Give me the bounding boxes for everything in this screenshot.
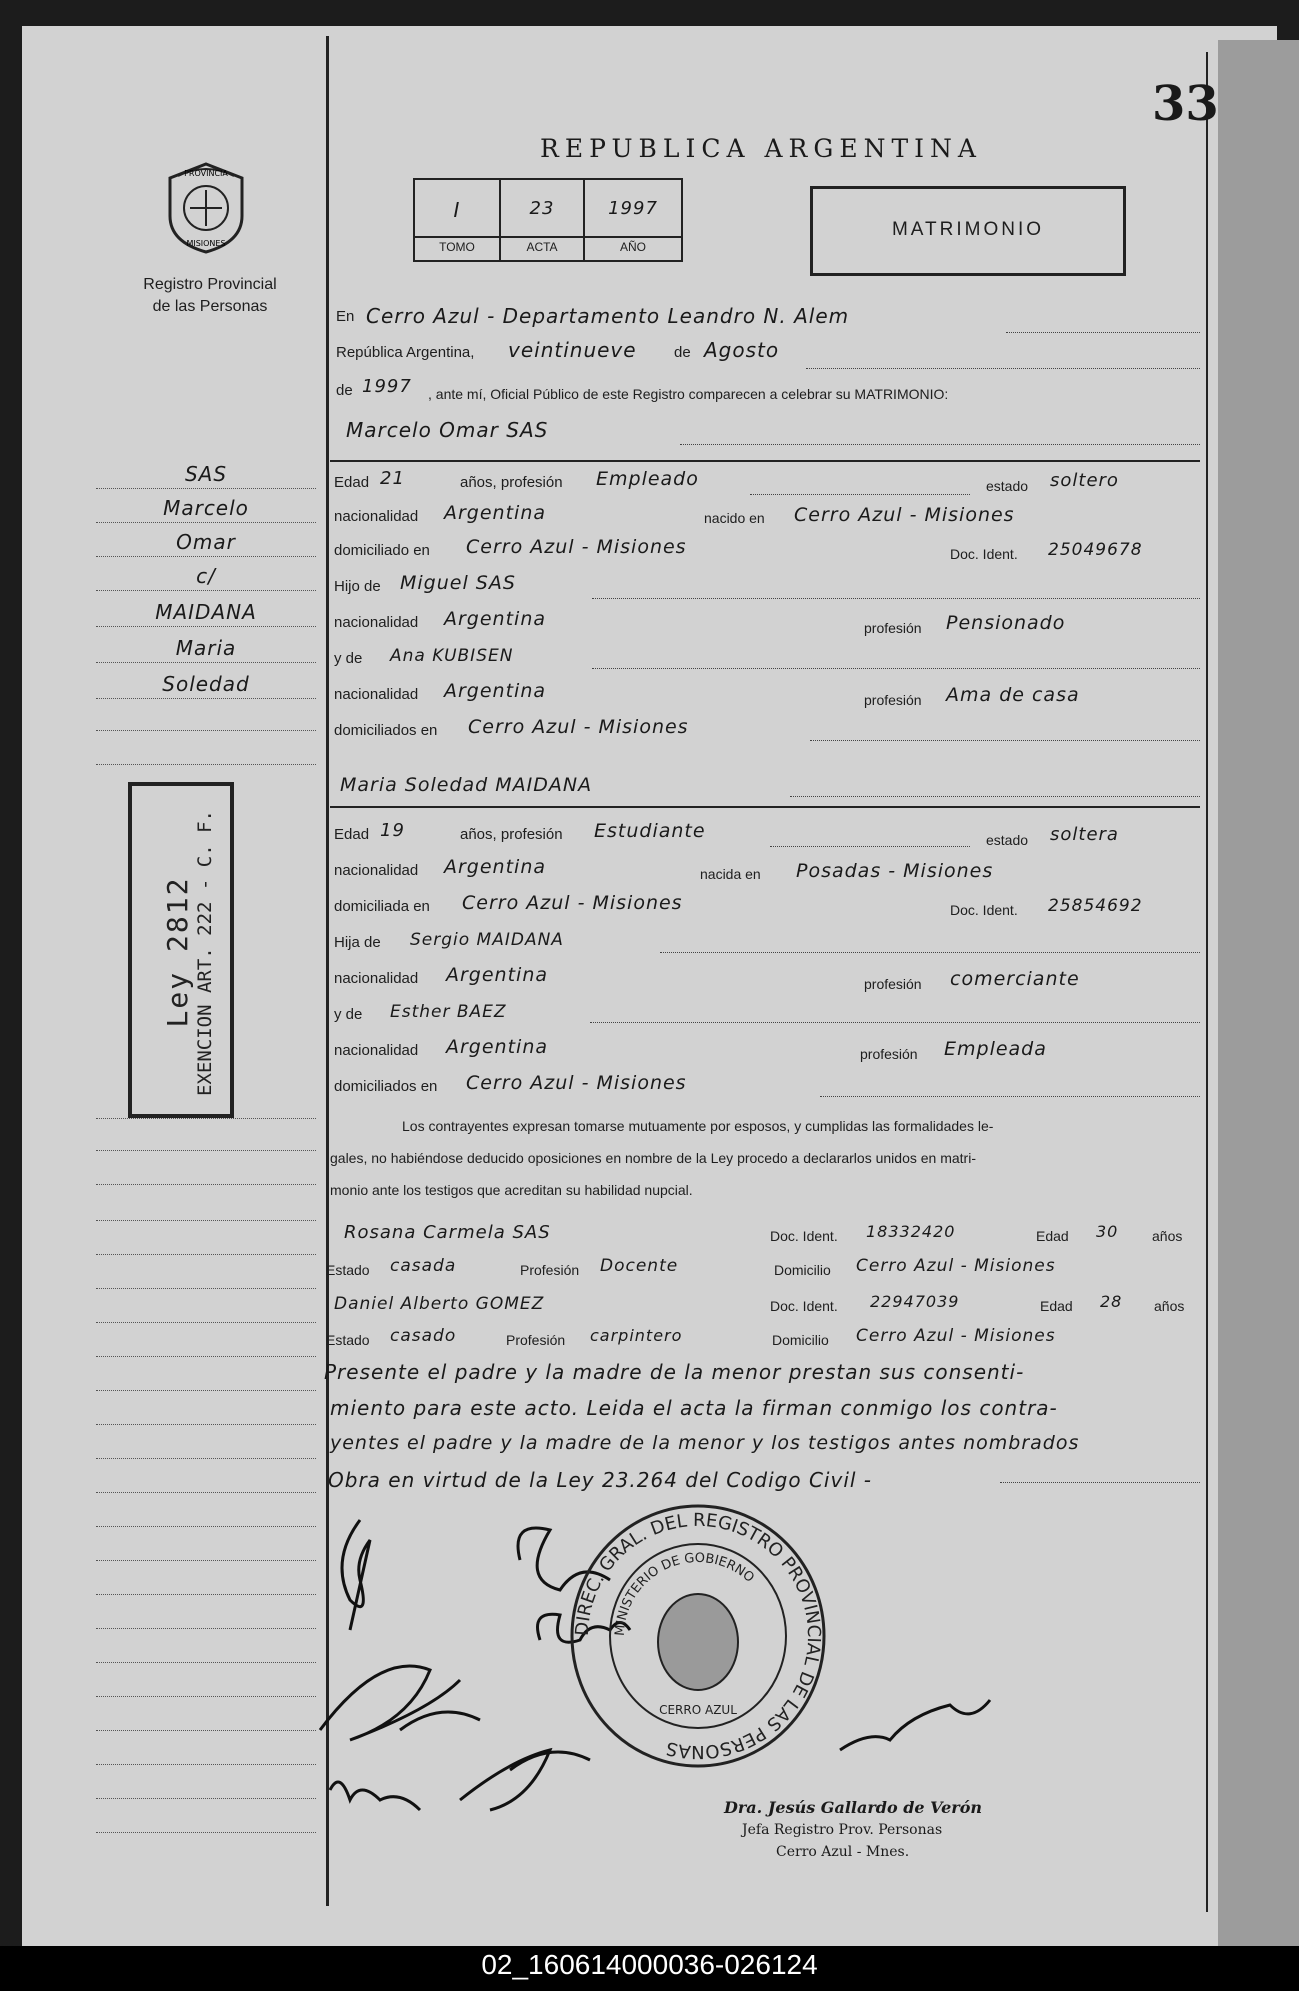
en-label: En <box>336 308 355 325</box>
groom-mother-nationality: Argentina <box>444 680 547 702</box>
ano-value: 1997 <box>608 198 658 219</box>
groom-nationality: Argentina <box>444 502 547 524</box>
bride-parents-domicile: Cerro Azul - Misiones <box>466 1072 687 1094</box>
witness-2-estado-label: Estado <box>326 1332 370 1348</box>
bride-profession: Estudiante <box>594 820 706 842</box>
groom-yde-label: y de <box>334 650 363 667</box>
margin-bride-surname: MAIDANA <box>155 600 257 624</box>
record-type-box <box>810 186 1126 276</box>
bride-domiciliada-label: domiciliada en <box>334 898 430 915</box>
groom-domiciliado-label: domiciliado en <box>334 542 430 559</box>
groom-name: Marcelo Omar SAS <box>346 418 549 442</box>
witness-1-anos-label: años <box>1152 1228 1183 1244</box>
official-title: Jefa Registro Prov. Personas <box>742 1822 943 1838</box>
ceremony-month: Agosto <box>704 338 780 362</box>
ceremony-day: veintinueve <box>508 338 637 362</box>
witness-1-name: Rosana Carmela SAS <box>344 1222 551 1243</box>
margin-surname: SAS <box>184 462 228 486</box>
page-number: 33 <box>1152 76 1219 132</box>
ceremony-year: 1997 <box>362 376 412 397</box>
groom-father-prof-label: profesión <box>864 620 922 636</box>
groom-father: Miguel SAS <box>400 572 516 594</box>
witness-1-status: casada <box>390 1256 457 1276</box>
tax-exemption-stamp <box>128 782 234 1118</box>
bride-name: Maria Soledad MAIDANA <box>340 774 593 796</box>
groom-nacido-label: nacido en <box>704 510 765 526</box>
groom-father-nationality: Argentina <box>444 608 547 630</box>
witness-2-status: casado <box>390 1326 457 1346</box>
bride-hija-label: Hija de <box>334 934 381 951</box>
groom-mother-prof-label: profesión <box>864 692 922 708</box>
record-number-box <box>413 178 683 262</box>
witness-2-age: 28 <box>1100 1292 1123 1311</box>
svg-text:CERRO AZUL: CERRO AZUL <box>659 1703 737 1717</box>
bride-nacida-label: nacida en <box>700 866 761 882</box>
bride-mother-nat-label: nacionalidad <box>334 1042 419 1059</box>
right-column-border <box>1206 52 1208 1912</box>
ano-label: AÑO <box>619 240 646 254</box>
bride-domicile: Cerro Azul - Misiones <box>462 892 683 914</box>
bride-doc-label: Doc. Ident. <box>950 902 1018 918</box>
witness-1-profession: Docente <box>600 1256 679 1276</box>
country-title: REPUBLICA ARGENTINA <box>540 134 982 163</box>
witness-2-edad-label: Edad <box>1040 1298 1073 1314</box>
witness-2-doc: 22947039 <box>870 1292 960 1311</box>
signature-official <box>840 1700 990 1750</box>
margin-conjunction: c/ <box>196 564 216 588</box>
bride-birthplace: Posadas - Misiones <box>796 860 994 882</box>
witness-2-profession: carpintero <box>590 1326 683 1345</box>
bride-mother-prof-label: profesión <box>860 1046 918 1062</box>
bride-age: 19 <box>380 820 405 841</box>
bride-father: Sergio MAIDANA <box>410 930 564 950</box>
bride-parents-dom-label: domiciliados en <box>334 1078 438 1095</box>
official-place: Cerro Azul - Mnes. <box>776 1844 910 1860</box>
bride-edad-label: Edad <box>334 826 370 843</box>
bride-father-profession: comerciante <box>950 968 1080 990</box>
bride-profesion-label: años, profesión <box>460 826 563 843</box>
note-line-4: Obra en virtud de la Ley 23.264 del Codigo Civil - <box>328 1468 873 1492</box>
groom-doc: 25049678 <box>1048 540 1143 560</box>
bride-yde-label: y de <box>334 1006 363 1023</box>
tomo-label: TOMO <box>439 240 475 254</box>
witness-2-profesion-label: Profesión <box>506 1332 566 1348</box>
groom-mother: Ana KUBISEN <box>390 646 514 666</box>
registry-line-1: Registro Provincial <box>143 276 277 293</box>
witness-1-edad-label: Edad <box>1036 1228 1069 1244</box>
witness-1-doc-label: Doc. Ident. <box>770 1228 838 1244</box>
record-type: MATRIMONIO <box>891 219 1045 240</box>
declaration-line-2: gales, no habiéndose deducido oposiciones en nombre de la Ley procedo a declararlos unidos en matri- <box>330 1150 976 1166</box>
groom-parents-dom-label: domiciliados en <box>334 722 438 739</box>
signature-3 <box>330 1782 420 1810</box>
witness-1-profesion-label: Profesión <box>520 1262 580 1278</box>
bride-father-nationality: Argentina <box>446 964 549 986</box>
bride-doc: 25854692 <box>1048 896 1143 916</box>
stamp-line-2: EXENCION ART. 222 - C. F. <box>194 810 216 1096</box>
intro-text: , ante mí, Oficial Público de este Registro comparecen a celebrar su MATRIMONIO: <box>428 386 949 402</box>
groom-edad-label: Edad <box>334 474 370 491</box>
svg-text:DIREC. GRAL. DEL REGISTRO PROV: DIREC. GRAL. DEL REGISTRO PROVINCIAL DE LAS PERSONAS <box>571 1509 825 1763</box>
margin-bride-name-1: Maria <box>175 636 237 660</box>
margin-bride-name-2: Soledad <box>162 672 250 696</box>
bride-nacionalidad-label: nacionalidad <box>334 862 419 879</box>
de-label: de <box>674 344 691 361</box>
groom-mother-nat-label: nacionalidad <box>334 686 419 703</box>
witness-1-domicile: Cerro Azul - Misiones <box>856 1256 1056 1276</box>
ceremony-place: Cerro Azul - Departamento Leandro N. Alem <box>366 304 850 328</box>
svg-text:PROVINCIA: PROVINCIA <box>184 169 228 178</box>
coat-of-arms-icon <box>160 160 252 256</box>
groom-profession: Empleado <box>596 468 699 490</box>
margin-name-2: Omar <box>176 530 236 554</box>
note-line-3: yentes el padre y la madre de la menor y los testigos antes nombrados <box>330 1432 1080 1454</box>
signature-2 <box>320 1666 480 1740</box>
groom-estado-label: estado <box>986 478 1029 494</box>
groom-father-nat-label: nacionalidad <box>334 614 419 631</box>
declaration-line-1: Los contrayentes expresan tomarse mutuamente por esposos, y cumplidas las formalidades le- <box>402 1118 994 1134</box>
de-label-2: de <box>336 382 353 399</box>
groom-birthplace: Cerro Azul - Misiones <box>794 504 1015 526</box>
witness-1-domicilio-label: Domicilio <box>774 1262 831 1278</box>
official-seal <box>568 1502 828 1770</box>
bride-father-nat-label: nacionalidad <box>334 970 419 987</box>
acta-value: 23 <box>529 198 555 219</box>
groom-mother-profession: Ama de casa <box>946 684 1080 706</box>
groom-father-profession: Pensionado <box>946 612 1066 634</box>
groom-hijo-label: Hijo de <box>334 578 381 595</box>
groom-domicile: Cerro Azul - Misiones <box>466 536 687 558</box>
groom-profesion-label: años, profesión <box>460 474 563 491</box>
bride-mother: Esther BAEZ <box>390 1002 507 1022</box>
republic-label: República Argentina, <box>336 344 475 361</box>
groom-nacionalidad-label: nacionalidad <box>334 508 419 525</box>
bride-mother-nationality: Argentina <box>446 1036 549 1058</box>
bride-estado-label: estado <box>986 832 1029 848</box>
witness-1-doc: 18332420 <box>866 1222 956 1241</box>
groom-status: soltero <box>1050 470 1119 491</box>
official-name: Dra. Jesús Gallardo de Verón <box>724 1798 982 1817</box>
bride-status: soltera <box>1050 824 1119 845</box>
tomo-value: I <box>453 198 461 222</box>
bride-father-prof-label: profesión <box>864 976 922 992</box>
witness-2-name: Daniel Alberto GOMEZ <box>334 1294 545 1314</box>
file-id: 02_160614000036-026124 <box>481 1949 818 1980</box>
groom-doc-label: Doc. Ident. <box>950 546 1018 562</box>
witness-2-domicile: Cerro Azul - Misiones <box>856 1326 1056 1346</box>
witness-1-age: 30 <box>1096 1222 1119 1241</box>
groom-parents-domicile: Cerro Azul - Misiones <box>468 716 689 738</box>
bride-nationality: Argentina <box>444 856 547 878</box>
declaration-line-3: monio ante los testigos que acreditan su habilidad nupcial. <box>330 1182 693 1198</box>
note-line-2: miento para este acto. Leida el acta la firman conmigo los contra- <box>330 1396 1058 1420</box>
svg-text:MINISTERIO DE GOBIERNO: MINISTERIO DE GOBIERNO <box>612 1550 757 1637</box>
witness-1-estado-label: Estado <box>326 1262 370 1278</box>
signature-1 <box>342 1520 370 1630</box>
margin-name-1: Marcelo <box>163 496 249 520</box>
adjacent-page-edge <box>1218 40 1299 1950</box>
stamp-line-1: Ley 2812 <box>161 876 194 1028</box>
registry-line-2: de las Personas <box>152 298 268 315</box>
witness-2-anos-label: años <box>1154 1298 1185 1314</box>
groom-age: 21 <box>380 468 405 489</box>
acta-label: ACTA <box>526 240 558 254</box>
bride-mother-profession: Empleada <box>944 1038 1047 1060</box>
witness-2-domicilio-label: Domicilio <box>772 1332 829 1348</box>
witness-2-doc-label: Doc. Ident. <box>770 1298 838 1314</box>
svg-text:MISIONES: MISIONES <box>186 239 226 248</box>
note-line-1: Presente el padre y la madre de la menor prestan sus consenti- <box>324 1360 1025 1384</box>
